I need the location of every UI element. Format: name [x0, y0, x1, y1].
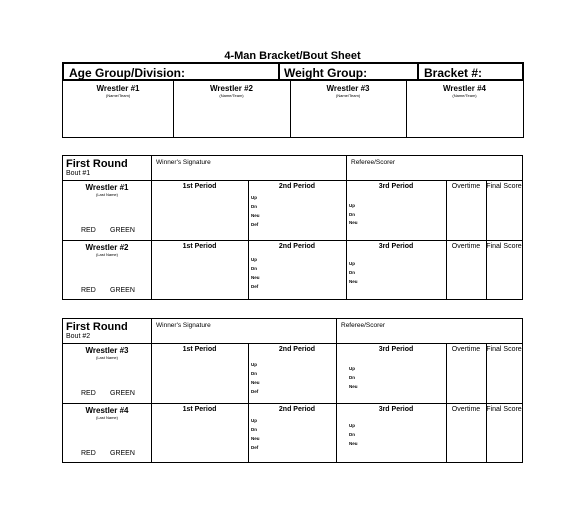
wrestler-row-3	[63, 346, 151, 360]
green-label: GREEN	[110, 287, 135, 294]
wrestler-sub: (Last Name)	[95, 415, 118, 420]
wrestler-cell-2	[173, 84, 290, 98]
period-1-label: 1st Period	[182, 183, 217, 190]
bout-2-table	[62, 318, 523, 463]
p3-opt-dn: Dn	[349, 375, 355, 380]
p3-opt-dn: Dn	[349, 212, 355, 217]
winner-signature-label: Winner's Signature	[156, 159, 211, 166]
final-score-label: Final Score	[486, 346, 522, 353]
wrestler-name: Wrestler #1	[96, 84, 140, 93]
green-label: GREEN	[110, 227, 135, 234]
p2-opt-up: Up	[251, 195, 257, 200]
wrestler-name: Wrestler #3	[326, 84, 370, 93]
wrestler-sub: (Name/Team)	[335, 93, 361, 98]
period-2-label: 2nd Period	[278, 243, 316, 250]
p2-opt-def: Def	[251, 389, 259, 394]
p3-opt-up: Up	[349, 261, 355, 266]
wrestler-grid	[62, 80, 524, 138]
p2-opt-def: Def	[251, 445, 259, 450]
overtime-label: Overtime	[451, 183, 481, 190]
round-label: First Round	[66, 321, 128, 333]
p2-opt-neu: Neu	[251, 275, 260, 280]
overtime-label: Overtime	[451, 243, 481, 250]
red-label: RED	[81, 450, 96, 457]
overtime-label: Overtime	[451, 406, 481, 413]
p2-opt-neu: Neu	[251, 380, 260, 385]
p2-opt-dn: Dn	[251, 266, 257, 271]
wrestler-row-4	[63, 406, 151, 420]
p2-opt-up: Up	[251, 362, 257, 367]
winner-signature-label: Winner's Signature	[156, 322, 211, 329]
wrestler-row-2	[63, 243, 151, 257]
p2-opt-dn: Dn	[251, 427, 257, 432]
p2-opt-neu: Neu	[251, 213, 260, 218]
wrestler-sub: (Last Name)	[95, 252, 118, 257]
wrestler-name: Wrestler #2	[85, 243, 129, 252]
period-3-label: 3rd Period	[378, 183, 414, 190]
final-score-label: Final Score	[486, 243, 522, 250]
p2-opt-dn: Dn	[251, 204, 257, 209]
final-score-label: Final Score	[486, 183, 522, 190]
overtime-label: Overtime	[451, 346, 481, 353]
wrestler-sub: (Last Name)	[95, 192, 118, 197]
wrestler-name: Wrestler #1	[85, 183, 129, 192]
wrestler-name: Wrestler #3	[85, 346, 129, 355]
period-1-label: 1st Period	[182, 243, 217, 250]
wrestler-cell-1	[63, 84, 173, 98]
p3-opt-neu: Neu	[349, 441, 358, 446]
referee-label: Referee/Scorer	[341, 322, 386, 329]
period-3-label: 3rd Period	[378, 406, 414, 413]
p3-opt-dn: Dn	[349, 270, 355, 275]
p2-opt-neu: Neu	[251, 436, 260, 441]
p3-opt-up: Up	[349, 423, 355, 428]
wrestler-name: Wrestler #4	[85, 406, 129, 415]
wrestler-sub: (Name/Team)	[105, 93, 131, 98]
p2-opt-def: Def	[251, 284, 259, 289]
bracket-label: Bracket #:	[424, 66, 483, 80]
p3-opt-up: Up	[349, 366, 355, 371]
period-2-label: 2nd Period	[278, 406, 316, 413]
red-label: RED	[81, 390, 96, 397]
green-label: GREEN	[110, 390, 135, 397]
period-1-label: 1st Period	[182, 406, 217, 413]
wrestler-sub: (Name/Team)	[219, 93, 244, 98]
red-label: RED	[81, 227, 96, 234]
p3-opt-dn: Dn	[349, 432, 355, 437]
final-score-label: Final Score	[486, 406, 522, 413]
period-2-label: 2nd Period	[278, 183, 316, 190]
wrestler-cell-4	[406, 84, 523, 98]
period-3-label: 3rd Period	[378, 346, 414, 353]
p2-opt-def: Def	[251, 222, 259, 227]
round-label: First Round	[66, 158, 128, 170]
p2-opt-up: Up	[251, 418, 257, 423]
wrestler-sub: (Name/Team)	[452, 93, 477, 98]
sheet-title: 4-Man Bracket/Bout Sheet	[224, 50, 361, 62]
referee-label: Referee/Scorer	[351, 159, 396, 166]
header-bar	[62, 62, 524, 81]
wrestler-cell-3	[290, 84, 406, 98]
green-label: GREEN	[110, 450, 135, 457]
wrestler-name: Wrestler #2	[210, 84, 253, 93]
red-label: RED	[81, 287, 96, 294]
bout-1-table	[62, 155, 523, 300]
weight-group-label: Weight Group:	[284, 66, 368, 80]
period-1-label: 1st Period	[182, 346, 217, 353]
wrestler-name: Wrestler #4	[443, 84, 486, 93]
p2-opt-dn: Dn	[251, 371, 257, 376]
period-3-label: 3rd Period	[378, 243, 414, 250]
p3-opt-up: Up	[349, 203, 355, 208]
bout-label: Bout #2	[66, 333, 91, 340]
p3-opt-neu: Neu	[349, 220, 358, 225]
p2-opt-up: Up	[251, 257, 257, 262]
wrestler-row-1	[63, 183, 151, 197]
wrestler-sub: (Last Name)	[95, 355, 118, 360]
age-group-label: Age Group/Division:	[69, 66, 186, 80]
p3-opt-neu: Neu	[349, 384, 358, 389]
period-2-label: 2nd Period	[278, 346, 316, 353]
bout-label: Bout #1	[66, 170, 91, 177]
p3-opt-neu: Neu	[349, 279, 358, 284]
